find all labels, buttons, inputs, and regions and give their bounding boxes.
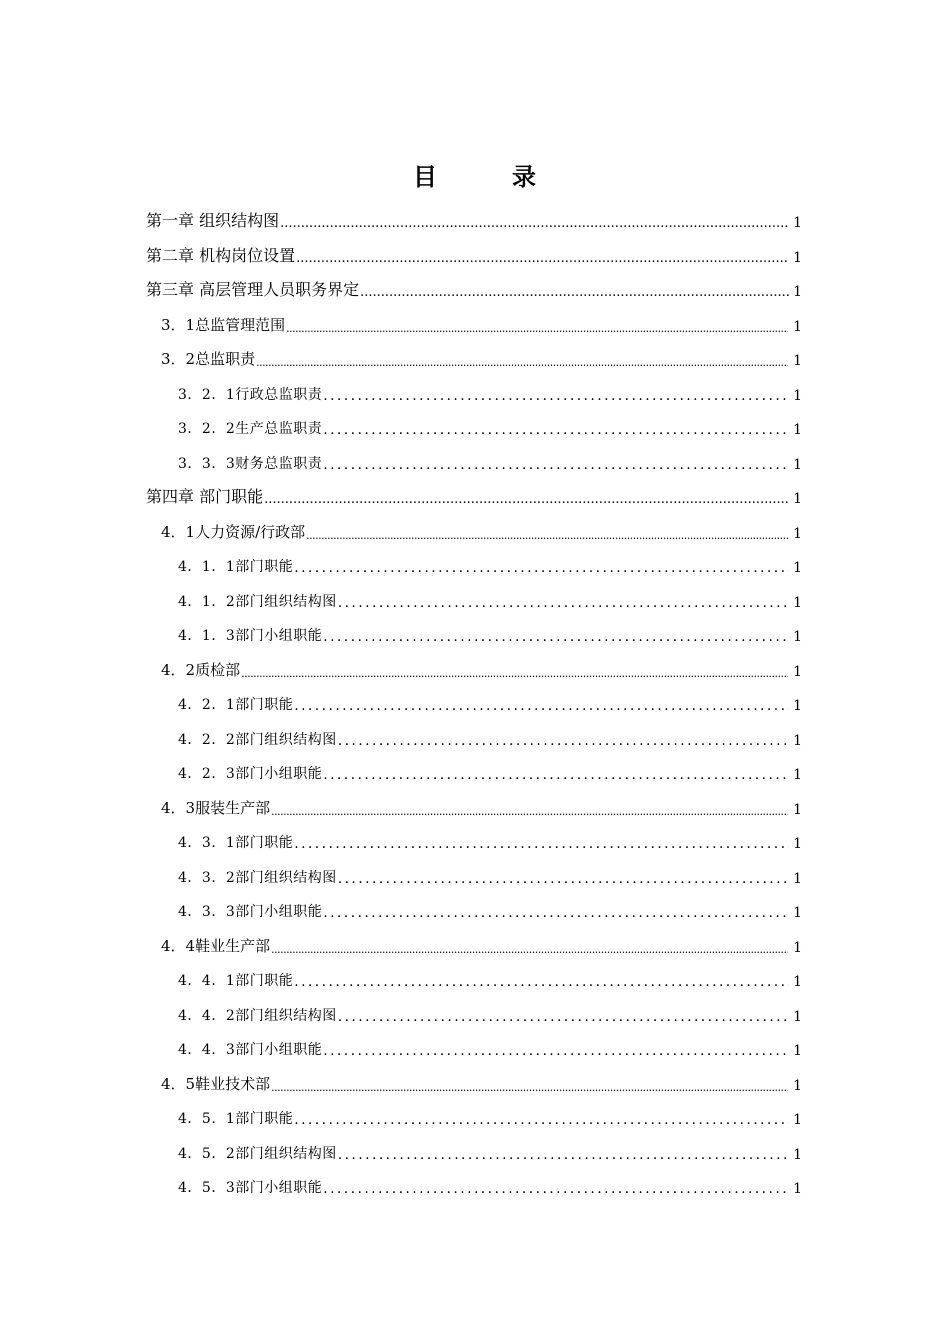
toc-entry-label: 3．1总监管理范围 <box>161 315 286 334</box>
toc-entry[interactable] <box>0 412 950 438</box>
toc-entry[interactable] <box>0 723 950 749</box>
toc-entry-page-number: 1 <box>793 629 802 645</box>
toc-entry-page-number: 1 <box>793 525 802 542</box>
toc-entry-label: 3．3．3财务总监职责 <box>178 455 323 472</box>
toc-entry-page-number: 1 <box>793 456 802 473</box>
toc-entry[interactable] <box>0 654 950 680</box>
toc-dot-leader <box>323 629 789 645</box>
toc-entry[interactable] <box>0 1068 950 1094</box>
toc-entry-page-number: 1 <box>793 284 802 300</box>
toc-entry[interactable] <box>0 343 950 369</box>
toc-entry-page-number: 1 <box>793 732 802 749</box>
toc-entry-page-number: 1 <box>793 836 802 852</box>
toc-title-char: 录 <box>512 161 537 191</box>
toc-entry[interactable] <box>0 550 950 576</box>
toc-entry-label: 4．3．1部门职能 <box>178 835 294 851</box>
toc-dot-leader <box>294 698 789 714</box>
toc-entry[interactable] <box>0 792 950 818</box>
toc-entry-page-number: 1 <box>793 215 802 231</box>
toc-dot-leader <box>294 560 789 576</box>
toc-entry-page-number: 1 <box>793 974 802 990</box>
toc-entry[interactable] <box>0 826 950 852</box>
toc-dot-leader <box>338 733 789 749</box>
toc-entry-page-number: 1 <box>793 491 802 507</box>
toc-entry-page-number: 1 <box>793 560 802 576</box>
toc-entry-page-number: 1 <box>793 801 802 818</box>
toc-entry[interactable] <box>0 240 950 266</box>
toc-dot-leader <box>296 251 789 266</box>
toc-entry-label: 4．1．2部门组织结构图 <box>178 593 337 610</box>
toc-dot-leader <box>286 322 788 335</box>
toc-entry[interactable] <box>0 688 950 714</box>
toc-entry[interactable] <box>0 757 950 783</box>
toc-dot-leader <box>323 388 789 404</box>
toc-dot-leader <box>323 422 789 438</box>
toc-entry-label: 第三章 高层管理人员职务界定 <box>146 280 360 299</box>
toc-entry-label: 4．2．2部门组织结构图 <box>178 731 337 748</box>
toc-entry-label: 第一章 组织结构图 <box>146 211 280 230</box>
toc-title <box>0 156 950 192</box>
toc-entry[interactable] <box>0 999 950 1025</box>
toc-entry-page-number: 1 <box>793 1043 802 1059</box>
toc-entry-label: 3．2总监职责 <box>161 350 256 368</box>
toc-entry-page-number: 1 <box>793 353 802 369</box>
toc-entry-label: 4．4．1部门职能 <box>178 973 294 989</box>
toc-entry-page-number: 1 <box>793 387 802 404</box>
toc-entry[interactable] <box>0 930 950 956</box>
toc-entry-page-number: 1 <box>793 318 802 335</box>
toc-entry-page-number: 1 <box>793 594 802 611</box>
toc-entry-label: 4．4．3部门小组职能 <box>178 1042 323 1058</box>
toc-entry[interactable] <box>0 274 950 300</box>
toc-entry-label: 4．1人力资源/行政部 <box>161 522 306 541</box>
toc-dot-leader <box>294 974 789 990</box>
toc-dot-leader <box>271 1081 788 1094</box>
toc-entry-page-number: 1 <box>793 905 802 921</box>
toc-entry-label: 第二章 机构岗位设置 <box>146 245 296 265</box>
toc-entry[interactable] <box>0 447 950 473</box>
toc-dot-leader <box>338 1147 789 1163</box>
toc-entry-label: 4．5鞋业技术部 <box>161 1074 271 1093</box>
toc-entry-page-number: 1 <box>793 422 802 438</box>
toc-entry-label: 4．4鞋业生产部 <box>161 936 271 955</box>
toc-entry-label: 3．2．1行政总监职责 <box>178 386 323 403</box>
toc-entry[interactable] <box>0 481 950 507</box>
toc-dot-leader <box>323 905 789 921</box>
toc-dot-leader <box>338 871 789 887</box>
toc-dot-leader <box>338 595 789 611</box>
toc-entry[interactable] <box>0 1102 950 1128</box>
toc-dot-leader <box>323 767 789 783</box>
toc-dot-leader <box>271 805 788 818</box>
toc-entry-label: 第四章 部门职能 <box>146 487 264 506</box>
toc-entry-page-number: 1 <box>793 249 802 266</box>
toc-dot-leader <box>306 529 789 542</box>
toc-entry-page-number: 1 <box>793 870 802 887</box>
toc-dot-leader <box>271 943 788 956</box>
toc-dot-leader <box>360 285 789 300</box>
toc-dot-leader <box>338 1009 789 1025</box>
toc-entry-page-number: 1 <box>793 1146 802 1163</box>
toc-entry[interactable] <box>0 619 950 645</box>
toc-entry-page-number: 1 <box>793 698 802 714</box>
toc-entry-label: 4．5．1部门职能 <box>178 1111 294 1127</box>
toc-entry[interactable] <box>0 1137 950 1163</box>
toc-entry-label: 4．1．1部门职能 <box>178 559 294 575</box>
toc-entry-page-number: 1 <box>793 663 802 680</box>
toc-entry[interactable] <box>0 1171 950 1197</box>
toc-entry-page-number: 1 <box>793 767 802 783</box>
toc-entry-page-number: 1 <box>793 939 802 956</box>
toc-entry-label: 4．5．2部门组织结构图 <box>178 1145 337 1162</box>
toc-entry-label: 4．3．2部门组织结构图 <box>178 869 337 886</box>
toc-dot-leader <box>294 836 789 852</box>
toc-entry[interactable] <box>0 964 950 990</box>
toc-entry-page-number: 1 <box>793 1112 802 1128</box>
toc-entry[interactable] <box>0 205 950 231</box>
toc-entry-label: 4．1．3部门小组职能 <box>178 628 323 644</box>
toc-entry[interactable] <box>0 1033 950 1059</box>
toc-entry-label: 4．2．3部门小组职能 <box>178 766 323 782</box>
toc-entry-label: 4．5．3部门小组职能 <box>178 1180 323 1196</box>
toc-entry-page-number: 1 <box>793 1008 802 1025</box>
toc-dot-leader <box>241 667 787 680</box>
toc-dot-leader <box>280 216 789 231</box>
toc-dot-leader <box>256 356 788 369</box>
toc-entry[interactable] <box>0 309 950 335</box>
toc-entry-label: 4．3．3部门小组职能 <box>178 904 323 920</box>
toc-dot-leader <box>294 1112 789 1128</box>
toc-entry-label: 4．3服装生产部 <box>161 798 271 817</box>
toc-entry-label: 4．2质检部 <box>161 660 241 679</box>
toc-dot-leader <box>323 1181 789 1197</box>
toc-dot-leader <box>264 492 789 507</box>
toc-entry-label: 3．2．2生产总监职责 <box>178 421 323 437</box>
toc-entry[interactable] <box>0 895 950 921</box>
toc-entry-page-number: 1 <box>793 1077 802 1094</box>
toc-dot-leader <box>323 1043 789 1059</box>
toc-entry[interactable] <box>0 516 950 542</box>
toc-dot-leader <box>323 457 789 473</box>
toc-entry-label: 4．4．2部门组织结构图 <box>178 1007 337 1024</box>
toc-entry-label: 4．2．1部门职能 <box>178 697 294 713</box>
toc-entry[interactable] <box>0 861 950 887</box>
toc-entry[interactable] <box>0 585 950 611</box>
toc-title-char: 目 <box>413 161 438 191</box>
toc-entry-page-number: 1 <box>793 1181 802 1197</box>
toc-entry[interactable] <box>0 378 950 404</box>
